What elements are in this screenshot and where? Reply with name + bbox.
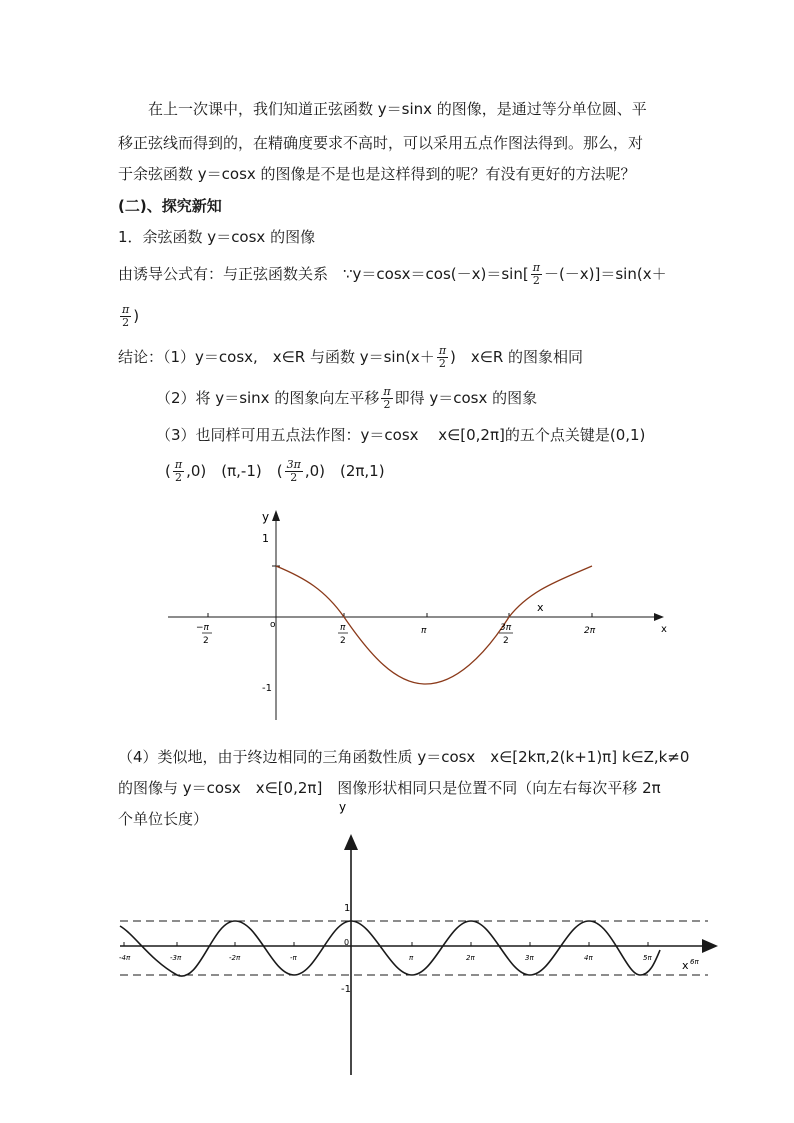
- graph2-tick-y-1: 1: [344, 903, 351, 914]
- graph2-tick-label: π: [409, 954, 414, 962]
- induction-formula: [118, 262, 667, 287]
- intro-line-1: 在上一次课中，我们知道正弦函数 y＝sinx 的图像，是通过等分单位圆、平: [148, 100, 647, 118]
- fraction-pi-over-2: $\frac{\pi}{2}$: [438, 344, 447, 370]
- graph2-y-label: y: [339, 800, 347, 814]
- fraction-pi-over-2: $\frac{\pi}{2}$: [122, 303, 130, 329]
- induction-part3: ): [133, 307, 140, 325]
- graph2-cosine-curve: [120, 921, 660, 976]
- para4-line-2: 的图像与 y＝cosx x∈[0,2π] 图像形状相同只是位置不同（向左右每次平移 2π: [118, 779, 661, 797]
- fraction-pi-over-2: $\frac{\pi}{2}$: [383, 385, 391, 411]
- graph2-y-arrow: [344, 834, 358, 850]
- graph1-tick-y-neg1: -1: [262, 683, 272, 694]
- points-end: ,0) (2π,1): [304, 462, 385, 480]
- graph2-tick-label: -3π: [170, 954, 182, 962]
- graph1-y-arrow: [272, 510, 280, 521]
- induction-part1: 由诱导公式有：与正弦函数关系 ∵y＝cosx＝cos(－x)＝sin[: [118, 265, 529, 283]
- graph2-origin: 0: [344, 938, 350, 947]
- graph1-x-arrow: [654, 613, 664, 621]
- sub-heading: 1．余弦函数 y＝cosx 的图像: [118, 228, 316, 246]
- conclusion-2-text-b: 即得 y＝cosx 的图象: [394, 389, 538, 407]
- graph2-x-label: x: [682, 959, 689, 972]
- fraction-pi-over-2: $\frac{\pi}{2}$: [174, 458, 183, 484]
- graph2-tick-y-neg1: -1: [341, 984, 351, 995]
- graph1-tick-den: 2: [503, 636, 509, 646]
- points-open: (: [165, 462, 171, 480]
- graph2-tick-label: 4π: [584, 954, 593, 962]
- conclusion-2-text-a: （2）将 y＝sinx 的图象向左平移: [156, 389, 380, 407]
- graph1-tick-three-half-pi: 3π: [500, 623, 512, 633]
- intro-line-3: 于余弦函数 y＝cosx 的图像是不是也是这样得到的呢？有没有更好的方法呢？: [118, 165, 636, 183]
- graph1-origin: o: [270, 620, 276, 630]
- graph1-tick-pi: π: [421, 626, 427, 636]
- graph1-curve-x-label: x: [537, 601, 544, 614]
- graph2-tick-label: -4π: [119, 954, 131, 962]
- graph1-tick-half-pi: π: [340, 623, 346, 633]
- induction-part2: －(－x)]＝sin(x＋: [543, 265, 667, 283]
- section-heading: (二)、探究新知: [118, 197, 222, 215]
- graph2-ticks: [124, 942, 648, 946]
- graph2-tick-label: -π: [290, 954, 297, 962]
- graph2-tick-label: -2π: [229, 954, 241, 962]
- fraction-3pi-over-2: $\frac{3\pi}{2}$: [286, 458, 301, 484]
- para4-line-1: （4）类似地，由于终边相同的三角函数性质 y＝cosx x∈[2kπ,2(k+1)π] k∈Z,k≠0: [118, 748, 690, 766]
- para4-line-3: 个单位长度）: [118, 810, 209, 828]
- graph2-tick-label: 2π: [466, 954, 475, 962]
- graph2-tick-label: 6π: [690, 958, 699, 966]
- intro-line-2: 移正弦线而得到的，在精确度要求不高时，可以采用五点作图法得到。那么，对: [118, 134, 644, 152]
- conclusion-2: [156, 386, 537, 411]
- five-key-points: [165, 459, 385, 484]
- fraction-pi-over-2: $\frac{\pi}{2}$: [532, 261, 540, 287]
- graph2-x-arrow: [702, 939, 718, 953]
- graph1-y-label: y: [262, 510, 270, 524]
- graph2-tick-label: 3π: [525, 954, 534, 962]
- graph1-tick-den: 2: [203, 636, 209, 646]
- conclusion-1-text-a: 结论：（1）y＝cosx, x∈R 与函数 y＝sin(x＋: [118, 348, 435, 366]
- graph1-x-label: x: [661, 624, 667, 635]
- graph1-tick-neg-half-pi: −π: [196, 623, 209, 633]
- graph1-tick-y-1: 1: [262, 532, 269, 545]
- graph1-tick-den: 2: [340, 636, 346, 646]
- graph1-cosine-curve: [276, 566, 592, 684]
- graph1-tick-two-pi: 2π: [584, 626, 596, 636]
- conclusion-1-text-b: ) x∈R 的图象相同: [450, 348, 584, 366]
- induction-continuation: [118, 304, 139, 329]
- conclusion-1: [118, 345, 583, 370]
- graph2-tick-label: 5π: [643, 954, 652, 962]
- conclusion-3: （3）也同样可用五点法作图：y＝cosx x∈[0,2π]的五个点关键是(0,1): [156, 426, 646, 444]
- points-mid: ,0) (π,-1) (: [186, 462, 283, 480]
